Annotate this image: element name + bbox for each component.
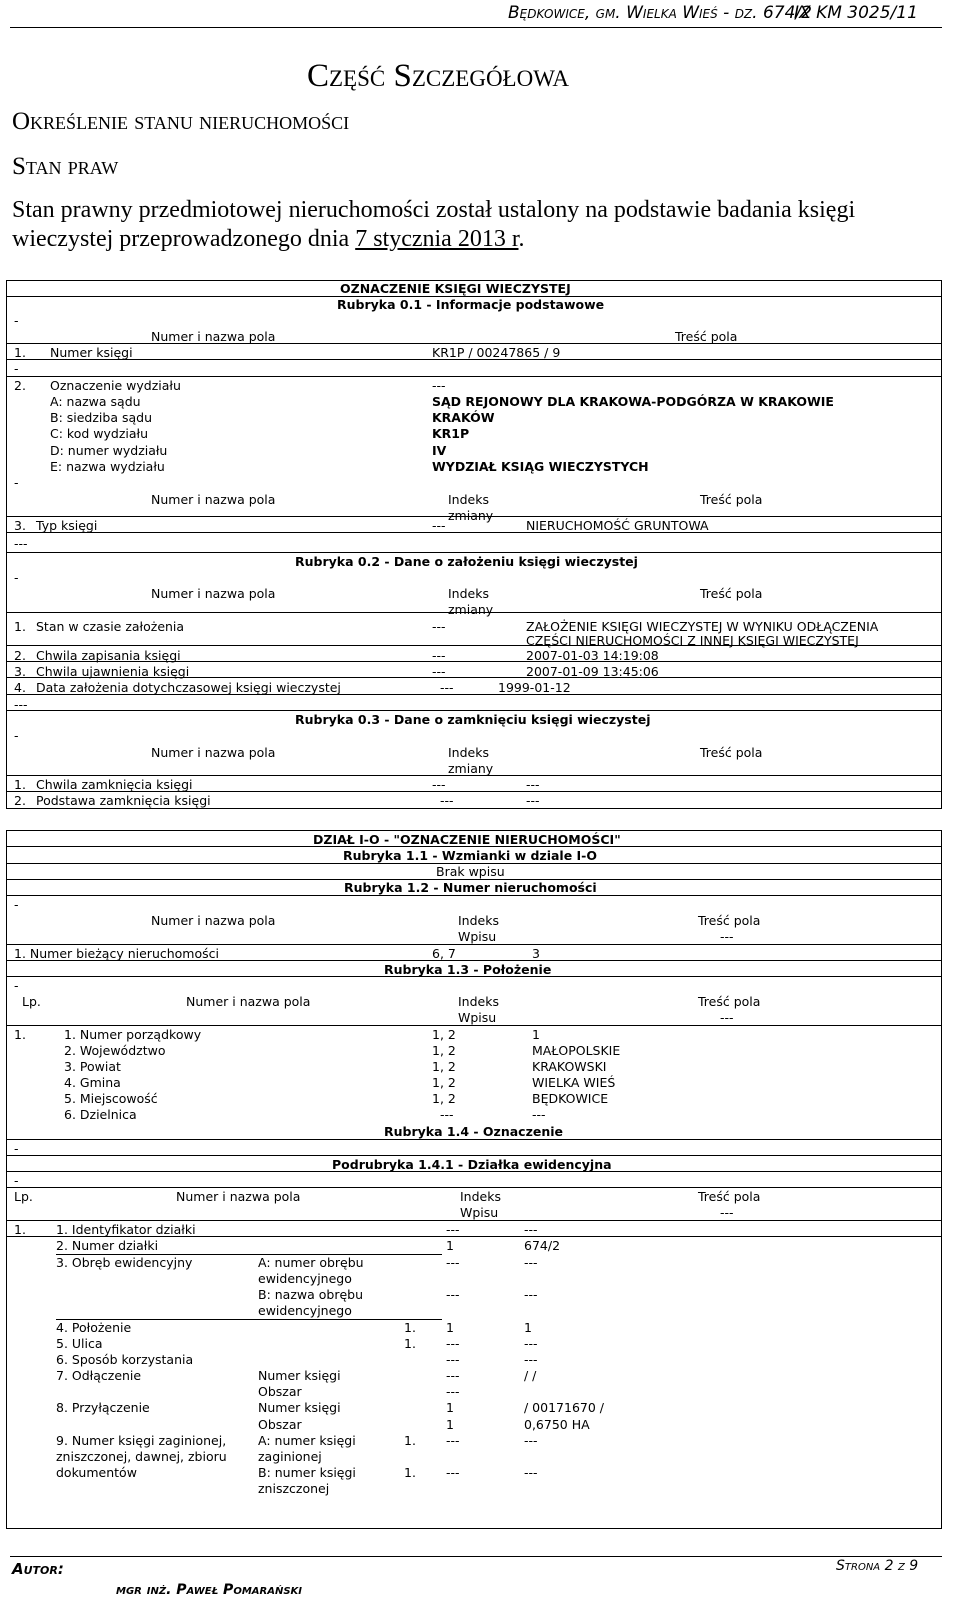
dz-3a-label-2: ewidencyjnego — [258, 1271, 352, 1286]
row-dash: - — [14, 1173, 19, 1188]
r02-1-value: ZAŁOŻENIE KSIĘGI WIECZYSTEJ W WYNIKU ODŁĄCZENIA — [526, 619, 879, 634]
intro-paragraph — [12, 196, 942, 254]
nb-index: 6, 7 — [432, 946, 456, 961]
poz-6-label: 6. Dzielnica — [64, 1107, 137, 1122]
rubryka-1-4: Rubryka 1.4 - Oznaczenie — [384, 1124, 563, 1139]
row-dash: --- — [14, 536, 28, 551]
dz-9b-value: --- — [524, 1465, 538, 1480]
dz-9-label-2: zniszczonej, dawnej, zbioru — [56, 1449, 227, 1464]
poz-6-index: --- — [440, 1107, 454, 1122]
dz-1-label: 1. Identyfikator działki — [56, 1222, 196, 1237]
col-index: Indeks — [448, 586, 489, 601]
dz-9a-index: --- — [446, 1433, 460, 1448]
dz-3a-index: --- — [446, 1255, 460, 1270]
poz-4-label: 4. Gmina — [64, 1075, 121, 1090]
col-index: Indeks — [448, 745, 489, 760]
brak-wpisu: Brak wpisu — [436, 864, 505, 879]
header-rule — [10, 27, 942, 28]
dz-5-value: --- — [524, 1336, 538, 1351]
dz-7b-label: Obszar — [258, 1384, 302, 1399]
dz-no: 1. — [14, 1222, 26, 1237]
col-name: Numer i nazwa pola — [176, 1189, 301, 1204]
row-dash: - — [14, 897, 19, 912]
rubryka-0-3: Rubryka 0.3 - Dane o zamknięciu księgi wieczystej — [295, 712, 651, 727]
dz-6-index: --- — [446, 1352, 460, 1367]
col-content: Treść pola — [700, 745, 763, 760]
r03-2-index: --- — [440, 793, 454, 808]
rubryka-1-1: Rubryka 1.1 - Wzmianki w dziale I-O — [343, 848, 597, 863]
r02-2-index: --- — [432, 648, 446, 663]
dz-3-label: 3. Obręb ewidencyjny — [56, 1255, 193, 1270]
poz-1-value: 1 — [532, 1027, 540, 1042]
col-wpisu: Wpisu — [458, 929, 497, 944]
wydzial-b-label: B: siedziba sądu — [50, 410, 153, 425]
row-dash: - — [14, 361, 19, 376]
dz-2-index: 1 — [446, 1238, 454, 1253]
col-name: Numer i nazwa pola — [151, 492, 276, 507]
footer-rule — [10, 1556, 942, 1557]
wydzial-e-label: E: nazwa wydziału — [50, 459, 165, 474]
kw-title: OZNACZENIE KSIĘGI WIECZYSTEJ — [340, 281, 571, 296]
intro-date: 7 stycznia 2013 r — [355, 226, 519, 252]
r03-1-value: --- — [526, 777, 540, 792]
dz-8a-label: Numer księgi — [258, 1400, 341, 1415]
col-index-2: zmiany — [448, 761, 494, 776]
r02-3-no: 3. — [14, 664, 26, 679]
dz-1-value: --- — [524, 1222, 538, 1237]
col-name: Numer i nazwa pola — [151, 745, 276, 760]
r03-1-index: --- — [432, 777, 446, 792]
dz-4-label: 4. Położenie — [56, 1320, 132, 1335]
wydzial-c-value: KR1P — [432, 426, 470, 441]
dz-3b-index: --- — [446, 1287, 460, 1302]
row-dash: --- — [14, 697, 28, 712]
nb-value: 3 — [532, 946, 540, 961]
poz-5-value: BĘDKOWICE — [532, 1091, 609, 1106]
podrubryka-1-4-1: Podrubryka 1.4.1 - Działka ewidencyjna — [332, 1157, 612, 1172]
col-content-dash: --- — [720, 1205, 734, 1220]
poz-4-value: WIELKA WIEŚ — [532, 1075, 616, 1090]
wydzial-no: 2. — [14, 378, 26, 393]
row-dash: - — [14, 475, 19, 490]
row-dash: - — [14, 728, 19, 743]
r02-3-label: Chwila ujawnienia księgi — [36, 664, 190, 679]
dz-6-value: --- — [524, 1352, 538, 1367]
r02-4-no: 4. — [14, 680, 26, 695]
header-title: Będkowice, gm. Wielka Wieś - dz. 674/2 — [508, 3, 812, 23]
rubryka-1-2: Rubryka 1.2 - Numer nieruchomości — [344, 880, 597, 895]
footer-author: mgr inż. Paweł Pomarański — [116, 1582, 302, 1598]
typ-value: NIERUCHOMOŚĆ GRUNTOWA — [526, 518, 709, 533]
dz-8a-index: 1 — [446, 1400, 454, 1415]
col-name: Numer i nazwa pola — [151, 329, 276, 344]
poz-2-value: MAŁOPOLSKIE — [532, 1043, 621, 1058]
r02-4-index: --- — [440, 680, 454, 695]
col-content: Treść pola — [698, 913, 761, 928]
col-content-dash: --- — [720, 1010, 734, 1025]
poz-3-index: 1, 2 — [432, 1059, 456, 1074]
r03-2-value: --- — [526, 793, 540, 808]
poz-6-value: --- — [532, 1107, 546, 1122]
col-name: Numer i nazwa pola — [151, 913, 276, 928]
row-dash: - — [14, 313, 19, 328]
col-content: Treść pola — [675, 329, 738, 344]
dz-2-label: 2. Numer działki — [56, 1238, 159, 1253]
col-wpisu: Wpisu — [458, 1010, 497, 1025]
r03-1-no: 1. — [14, 777, 26, 792]
wydzial-c-label: C: kod wydziału — [50, 426, 148, 441]
col-lp: Lp. — [22, 994, 41, 1009]
col-index: Indeks — [458, 994, 499, 1009]
dz-8a-value: / 00171670 / — [524, 1400, 604, 1415]
wydzial-d-value: IV — [432, 443, 447, 458]
kw-number-label: Numer księgi — [50, 345, 133, 360]
dz-7a-index: --- — [446, 1368, 460, 1383]
dz-5-label: 5. Ulica — [56, 1336, 103, 1351]
col-name: Numer i nazwa pola — [151, 586, 276, 601]
dz-4-no: 1. — [404, 1320, 416, 1335]
col-content: Treść pola — [698, 994, 761, 1009]
intro-text: Stan prawny przedmiotowej nieruchomości został ustalony na podstawie badania księgi wieczystej przeprowadzonego dnia — [12, 197, 856, 252]
r02-2-no: 2. — [14, 648, 26, 663]
col-index: Indeks — [458, 913, 499, 928]
wydzial-a-value: SĄD REJONOWY DLA KRAKOWA-PODGÓRZA W KRAKOWIE — [432, 394, 834, 409]
poz-2-label: 2. Województwo — [64, 1043, 166, 1058]
footer-page: Strona 2 z 9 — [836, 1558, 919, 1574]
dz-8b-value: 0,6750 HA — [524, 1417, 590, 1432]
dz-7b-index: --- — [446, 1384, 460, 1399]
col-index-2: zmiany — [448, 602, 494, 617]
r02-4-value: 1999-01-12 — [498, 680, 571, 695]
dz-9-label-1: 9. Numer księgi zaginionej, — [56, 1433, 227, 1448]
dz-9a-label: A: numer księgi — [258, 1433, 356, 1448]
dz-5-no: 1. — [404, 1336, 416, 1351]
row-dash: - — [14, 1141, 19, 1156]
wydzial-label: Oznaczenie wydziału — [50, 378, 181, 393]
dz-7a-label: Numer księgi — [258, 1368, 341, 1383]
col-content-dash: --- — [720, 929, 734, 944]
footer-author-label: Autor: — [12, 1560, 64, 1578]
intro-end: . — [518, 226, 525, 252]
typ-label: Typ księgi — [36, 518, 98, 533]
col-index: Indeks — [448, 492, 489, 507]
col-name: Numer i nazwa pola — [186, 994, 311, 1009]
rubryka-0-2: Rubryka 0.2 - Dane o założeniu księgi wieczystej — [295, 554, 638, 569]
poz-3-value: KRAKOWSKI — [532, 1059, 607, 1074]
dz-9b-index: --- — [446, 1465, 460, 1480]
r02-1-index: --- — [432, 619, 446, 634]
poz-3-label: 3. Powiat — [64, 1059, 121, 1074]
dz-9b-label-2: zniszczonej — [258, 1481, 330, 1496]
wydzial-b-value: KRAKÓW — [432, 410, 495, 425]
section-title-1: Określenie stanu nieruchomości — [12, 108, 350, 135]
dz-3a-label: A: numer obrębu — [258, 1255, 364, 1270]
dz-8b-index: 1 — [446, 1417, 454, 1432]
kw-number-value: KR1P / 00247865 / 9 — [432, 345, 561, 360]
r02-1-label: Stan w czasie założenia — [36, 619, 185, 634]
dz-7-label: 7. Odłączenie — [56, 1368, 142, 1383]
r02-3-value: 2007-01-09 13:45:06 — [526, 664, 659, 679]
dz-5-index: --- — [446, 1336, 460, 1351]
dz-9a-label-2: zaginionej — [258, 1449, 322, 1464]
dz-8-label: 8. Przyłączenie — [56, 1400, 150, 1415]
dz-8b-label: Obszar — [258, 1417, 302, 1432]
dz-4-index: 1 — [446, 1320, 454, 1335]
dz-3b-label-2: ewidencyjnego — [258, 1303, 352, 1318]
r02-4-label: Data założenia dotychczasowej księgi wieczystej — [36, 680, 341, 695]
poz-5-label: 5. Miejscowość — [64, 1091, 158, 1106]
wydzial-e-value: WYDZIAŁ KSIĄG WIECZYSTYCH — [432, 459, 649, 474]
r02-1-no: 1. — [14, 619, 26, 634]
dz-3a-value: --- — [524, 1255, 538, 1270]
r02-3-index: --- — [432, 664, 446, 679]
poz-4-index: 1, 2 — [432, 1075, 456, 1090]
dzial-title: DZIAŁ I-O - "OZNACZENIE NIERUCHOMOŚCI" — [313, 832, 621, 847]
rubryka-0-1: Rubryka 0.1 - Informacje podstawowe — [337, 297, 605, 312]
dz-4-value: 1 — [524, 1320, 532, 1335]
nb-label: 1. Numer bieżący nieruchomości — [14, 946, 219, 961]
dz-3b-value: --- — [524, 1287, 538, 1302]
poz-2-index: 1, 2 — [432, 1043, 456, 1058]
typ-index: --- — [432, 518, 446, 533]
rubryka-1-3: Rubryka 1.3 - Położenie — [384, 962, 552, 977]
col-wpisu: Wpisu — [460, 1205, 499, 1220]
header-ref: IX KM 3025/11 — [794, 3, 918, 23]
dz-1-index: --- — [446, 1222, 460, 1237]
dz-9a-no: 1. — [404, 1433, 416, 1448]
dz-9b-no: 1. — [404, 1465, 416, 1480]
part-title: Część Szczegółowa — [307, 58, 569, 94]
row-dash: - — [14, 978, 19, 993]
r03-2-label: Podstawa zamknięcia księgi — [36, 793, 211, 808]
section-title-2: Stan praw — [12, 153, 119, 180]
col-content: Treść pola — [698, 1189, 761, 1204]
col-index-2: zmiany — [448, 508, 494, 523]
dz-2-value: 674/2 — [524, 1238, 561, 1253]
col-lp: Lp. — [14, 1189, 33, 1204]
r03-2-no: 2. — [14, 793, 26, 808]
r02-2-label: Chwila zapisania księgi — [36, 648, 181, 663]
kw-number-no: 1. — [14, 345, 26, 360]
col-index: Indeks — [460, 1189, 501, 1204]
col-content: Treść pola — [700, 492, 763, 507]
dz-7a-value: / / — [524, 1368, 537, 1383]
r02-2-value: 2007-01-03 14:19:08 — [526, 648, 659, 663]
poz-no: 1. — [14, 1027, 26, 1042]
dz-9b-label: B: numer księgi — [258, 1465, 356, 1480]
poz-1-index: 1, 2 — [432, 1027, 456, 1042]
poz-1-label: 1. Numer porządkowy — [64, 1027, 202, 1042]
wydzial-value: --- — [432, 378, 446, 393]
col-content: Treść pola — [700, 586, 763, 601]
typ-no: 3. — [14, 518, 26, 533]
wydzial-a-label: A: nazwa sądu — [50, 394, 141, 409]
dz-3b-label: B: nazwa obrębu — [258, 1287, 364, 1302]
r03-1-label: Chwila zamknięcia księgi — [36, 777, 193, 792]
dz-9-label-3: dokumentów — [56, 1465, 137, 1480]
r02-1-value-2: CZĘŚCI NIERUCHOMOŚCI Z INNEJ KSIĘGI WIECZYSTEJ — [526, 633, 859, 648]
wydzial-d-label: D: numer wydziału — [50, 443, 168, 458]
row-dash: - — [14, 570, 19, 585]
dz-9a-value: --- — [524, 1433, 538, 1448]
dz-6-label: 6. Sposób korzystania — [56, 1352, 194, 1367]
poz-5-index: 1, 2 — [432, 1091, 456, 1106]
